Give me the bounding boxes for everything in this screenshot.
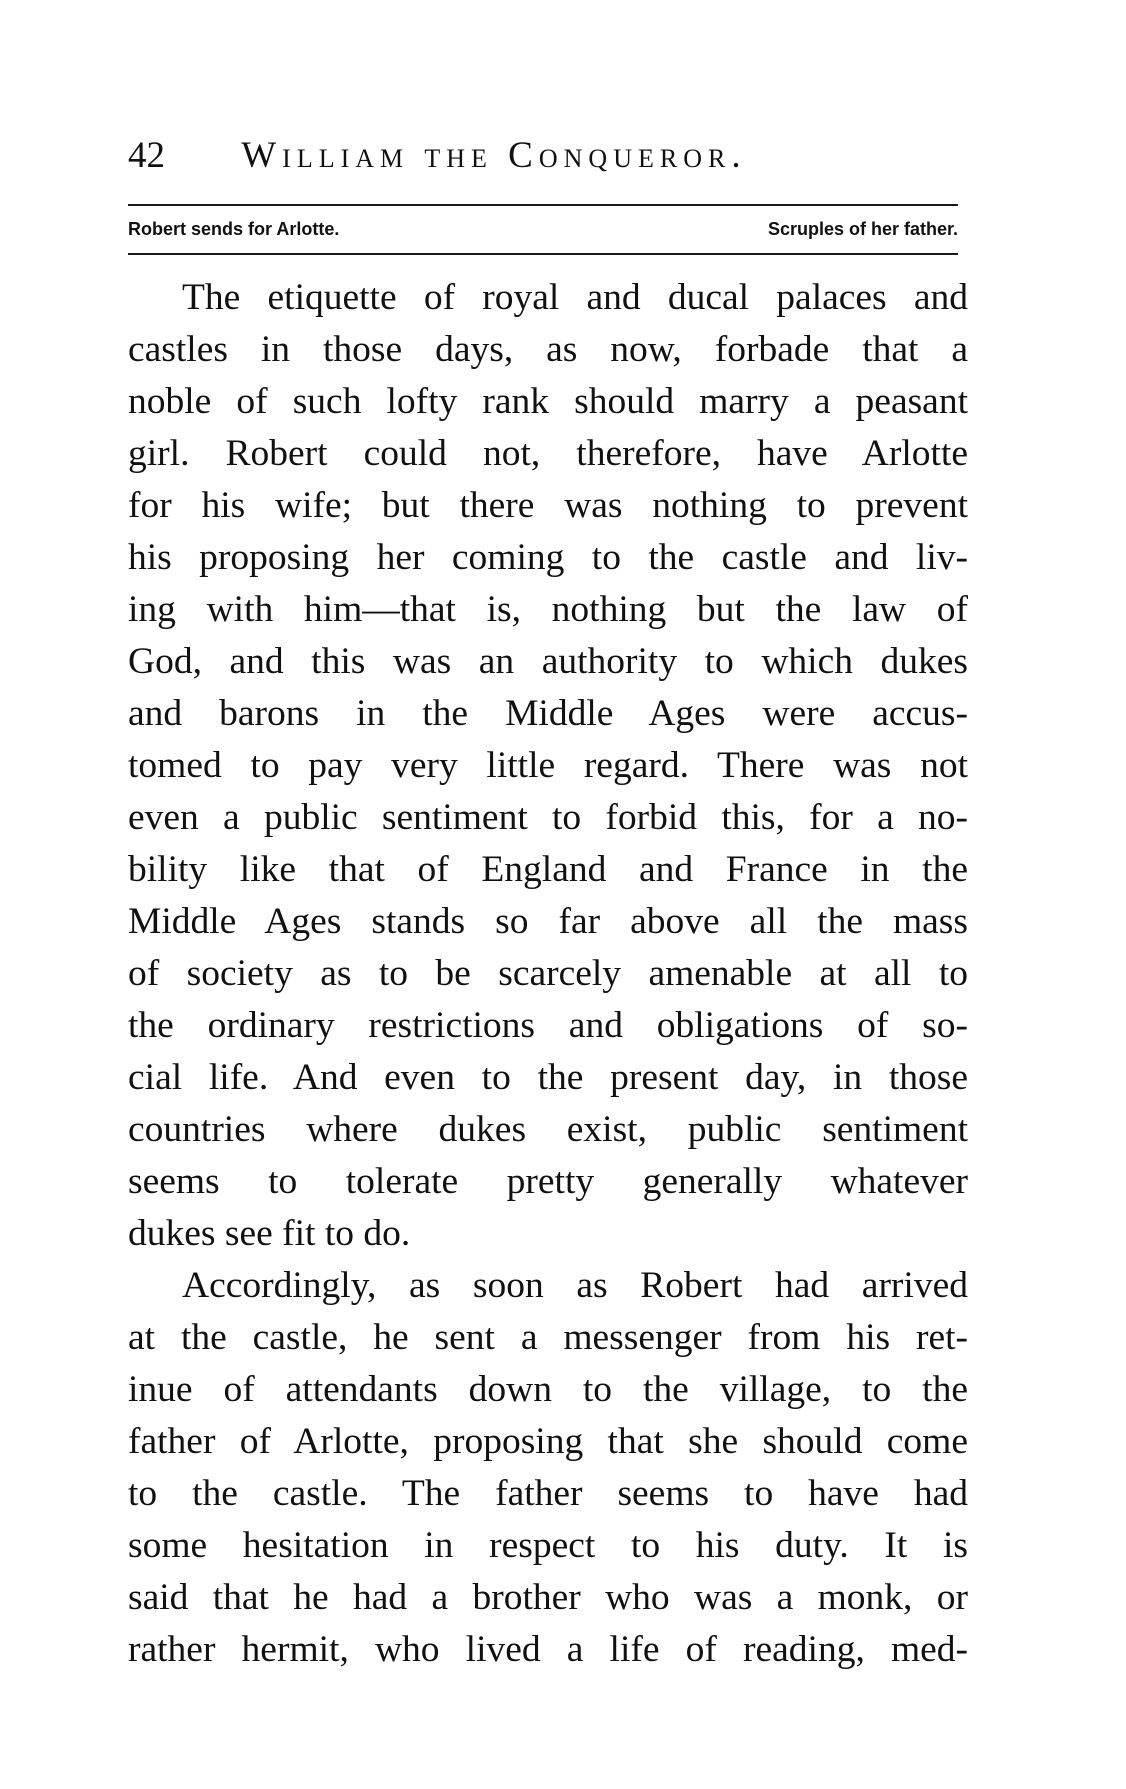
running-head xyxy=(128,130,968,182)
text-line: rather hermit, who lived a life of reading, med- xyxy=(128,1629,968,1670)
text-line: his proposing her coming to the castle and liv- xyxy=(128,537,968,578)
text-line: for his wife; but there was nothing to prevent xyxy=(128,485,968,526)
text-line: to the castle. The father seems to have had xyxy=(128,1473,968,1514)
header-rule-top xyxy=(128,204,958,206)
side-heading-left: Robert sends for Arlotte. xyxy=(128,219,340,239)
paragraph xyxy=(128,272,968,1260)
text-line: and barons in the Middle Ages were accus- xyxy=(128,693,968,734)
text-line: even a public sentiment to forbid this, for a no- xyxy=(128,797,968,838)
paragraph xyxy=(128,1260,968,1676)
text-line: cial life. And even to the present day, in those xyxy=(128,1057,968,1098)
text-line: seems to tolerate pretty generally whatever xyxy=(128,1161,968,1202)
page-number: 42 xyxy=(128,135,165,176)
text-line: God, and this was an authority to which dukes xyxy=(128,641,968,682)
text-line: countries where dukes exist, public sentiment xyxy=(128,1109,968,1150)
text-line: at the castle, he sent a messenger from his ret- xyxy=(128,1317,968,1358)
text-line: girl. Robert could not, therefore, have Arlotte xyxy=(128,433,968,474)
book-title: William the Conqueror. xyxy=(241,135,747,176)
text-line: dukes see fit to do. xyxy=(128,1213,411,1254)
text-line: Middle Ages stands so far above all the mass xyxy=(128,901,968,942)
side-headings xyxy=(128,212,958,246)
header-rule-bottom xyxy=(128,253,958,255)
text-line: inue of attendants down to the village, to the xyxy=(128,1369,968,1410)
text-line: said that he had a brother who was a monk, or xyxy=(128,1577,968,1618)
text-line: of society as to be scarcely amenable at all to xyxy=(128,953,968,994)
text-line: some hesitation in respect to his duty. It is xyxy=(128,1525,968,1566)
text-line: bility like that of England and France in the xyxy=(128,849,968,890)
text-line: castles in those days, as now, forbade that a xyxy=(128,329,968,370)
text-line: father of Arlotte, proposing that she should come xyxy=(128,1421,968,1462)
side-heading-right: Scruples of her father. xyxy=(767,219,958,239)
text-line: ing with him—that is, nothing but the law of xyxy=(128,589,968,630)
text-line: The etiquette of royal and ducal palaces and xyxy=(182,277,968,318)
text-line: the ordinary restrictions and obligations of so- xyxy=(128,1005,968,1046)
text-line: tomed to pay very little regard. There was not xyxy=(128,745,968,786)
text-line: noble of such lofty rank should marry a peasant xyxy=(128,381,968,422)
body-text xyxy=(128,272,968,1676)
text-line: Accordingly, as soon as Robert had arrived xyxy=(182,1265,968,1306)
